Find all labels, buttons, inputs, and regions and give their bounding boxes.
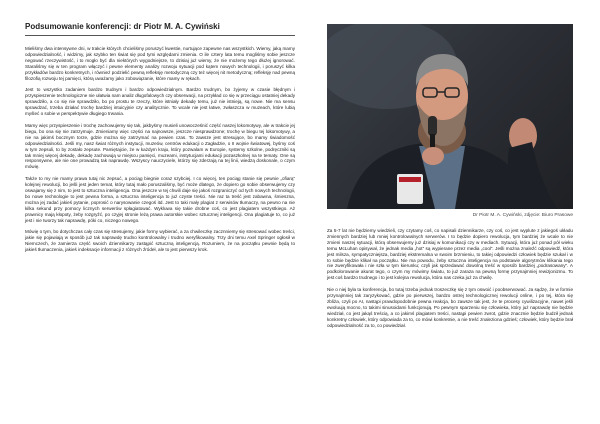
paragraph: Mamy więc przyspieszenie i trochę zachowujemy się tak, jakbyśmy musieli unowocześnić część naszej lokomotywy, ale w trakcie jej biegu, bo ona się nie zatrzymuje. Zmieniamy więc części na najnowsze, jeszcze niesprawdzone; trochę w biegu tej lokomotywy, a nie na jakimś bocznym torze, gdzie można się zatrzymać na pewien czas. To zawsze jest stresujące, bo mamy świadomość odpowiedzialności. Jeśli my, nasz świat różnych instytucji, muzeów, centrów edukacji o Zagładzie, o II wojnie światowej, byśmy coś w tym zepsuli, to by zostało zepsute. Pamiętajcie, że w każdym kraju, który pozwalam w Europie, systemy szkolne, podręczniki są tak mniej więcej dekadę, dekadę zachowują w miejscu pamięci, muzeami, instytucjami edukacji pozaszkolnej na te tematy. One są responsywne, ale nie one prowadzą tak naprawdę. Wszyscy nauczyciele, którzy się zderzają na tej linii, wiedzą doskonale, o czym mówię.	[25, 122, 295, 170]
title-divider	[25, 35, 295, 36]
speaker-photo	[327, 24, 573, 209]
paragraph: Także to my nie mamy prawa tutaj nic zepsuć, a pociąg biegnie coraz szybciej. I co więcej, ten pociąg stanie się pewnie „ofiarą” kolejnej rewolucji, bo jeśli jest jeden temat, który tutaj mało poruszaliśmy, być może dlatego, że dopiero go sobie obserwujemy czy oswajamy się z nim, to jest to sztuczna inteligencja. Ona jeszcze w tej chwili daje się jakoś rozgraniczyć od tych nowych technologii, bo nowe technologie to jest pewna forma, a sztuczna inteligencja to już czyste treści. Nie raz ta treść jest zabawna, śmieszna, można jej zadać jakieś pytanie, poprosić o narysowanie czegoś itd. Jest to taki mały plagiat z serwisów tłumaczy, na pewno na nie kilka sekund przy pomocy licznych serwerów spłagiatować. Wykluwa się takie drobne coś, co jest plagiatem wszystkiego. Aż prawnicy mają kłopoty, żeby rozgryźć, po czyjej stronie leżą prawa autorskie wobec sztucznej inteligencji. Ona plagiatuje to, co już jest i nie tworzy tak naprawdę, póki co, niczego nowego.	[25, 176, 295, 223]
right-column	[327, 228, 573, 335]
paragraph: Mieliśmy dwa intensywne dni, w trakcie których chcieliśmy poruszyć kwestie, nurtujące zapewne nas wszystkich. Wiemy, jaką mamy odpowiedzialność, i widzimy, jak szybko ten świat się pod tymi względami zmienia. O ile cztery lata temu mogliśmy sobie jeszcze negować rzeczywistość, i to mogło być dla niektórych wygodniejsze, to dzisiaj już wiemy, że nie możemy tego dłużej ignorować. Staraliśmy się w ten program włączyć i pewne elementy analizy rozwoju sytuacji pod kątem nowych technologii, i poruszyć kilka przykładów bardzo konkretnych, i również podzielić pewną refleksję metodyczną czy też więcej nit metodyczną; refleksję nad pewną filozofią rozwoju tej pamięci, którą uważamy jako zobowiązanie, które mamy w rękach.	[25, 46, 295, 81]
photo-caption: Dr Piotr M. A. Cywiński, zdjęcie: Biuro Prasowe	[472, 213, 573, 218]
paragraph: Za 5-7 lat nie będziemy wiedzieli, czy czytamy coś, co napisali dziennikarze, czy coś, co jest wyplute z jakiegoś układu zmiennych bardziej lub mniej kontrolowalnych serwerów. I to będzie dopiero rewolucja, tym bardziej że wcale to nie zmieni naszej sytuacji, którą obserwujemy już dzisiaj w komunikacji czy w mediach. Sytuacji, która już ponad pół wieku temu McLuhan opisywał, że jednak media „hot” są wypierane przez media „cool”. Jeśli można znaleźć odpowiedź, która jest milsza, sympatyczniejsza, bardziej ekstremalna w swoim brzmieniu, to takiej odpowiedzi człowiek będzie szukał i w to sobie będzie klikał na początku. Nie ma powodu, żeby sztuczna inteligencja na podstawie algorytmów klikania tego nie zweryfikowała i nie szła w tym kierunku; czyli jak sprzedawać dowolną treść w sposób bardziej „podrasowany”. A podkolorowanie akurat tego, o czym my mówimy światu, to już zaraza na pewną formę przynajmniej rewizjonizmu. To jest coś bardzo trudnego i to jest kolejna rewolucja, która nas czeka już za chwilę.	[327, 228, 573, 281]
paragraph: Nie o niej była ta konferencja, bo tutaj trzeba jednak troszeczkę się z tym oswoić i poobserwować. Ja sądzę, że w formie przynajmniej tak zaryzykować, gdzie po pierwszej, bardzo ostrej technologicznej rewolucji online, i po tej, która się zbliża, czyli po AI, nastąpi prawdopodobnie pewna reakcja, bo zawsze tak jest, że te procesy cywilizacyjne, nawet jeśli ewoluują mocno, to takimi sinusoidami funkcjonują. Po pewnym sparzeniu się człowieka, który już naprawdę nie będzie wiedział, co jest jakąś treścią, a co jakimś plagiatem treści, nastąpi pewien zwrot, gdzie znacznie będzie budził jednak konkretny człowiek, który odpowiada za to, co mówi konkretnie, a nie treść znaleziona gdzieś; człowiek, który będzie brał odpowiedzialność za to, co powiedział.	[327, 287, 573, 328]
left-column	[25, 22, 295, 259]
page-title: Podsumowanie konferencji: dr Piotr M. A. Cywiński	[25, 22, 220, 31]
paragraph: Jest to wszystko zadaniem bardzo trudnym i bardzo odpowiedzialnym. Bardzo trudnym, bo żyjemy w czasie błędnym i przyspieszenie technologiczne nie ułatwia nam analiz długofalowych czy obserwacji, na przykład co się w przeciągu ostatniej dekady sprawdziło, a co się nie sprawdziło, bo po prostu te rzeczy, które istniały dekadę temu, już nie istnieją, są nowe. Nie ma sensu sprawdzać, trzeba działać trochę bardziej intuicyjnie czy analitycznie. To wcale nie jest łatwe, zwłaszcza w muzeach, które lubią myśleć o sobie w perspektywie długiego trwania.	[25, 87, 295, 117]
paragraph: Mówię o tym, bo dotychczas cały czas się stresujemy, jakie formy wybierać, a za chwileczkę zacznniemy się stresować wobec treści, jakie się pojawiają w sposób już tak naprawdę trudno kontrolowalny i trudno weryfikowalny. Trzy dni temu Axel Springer ogłosił w Niemczech, że zamierza część swoich dziennikarzy zastąpić sztuczną inteligencją. Rozumiem, że na początku pewnie będą to jakieś tłumaczenia, jakieś indeksacje informacji z różnych źródeł, ale to jest pierwszy krok.	[25, 229, 295, 253]
